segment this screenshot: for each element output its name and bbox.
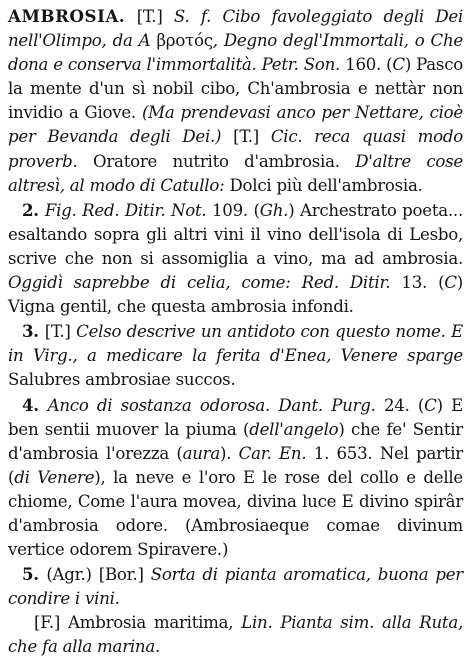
text-run: [T.] <box>136 7 174 26</box>
text-run: Dolci più dell'ambrosia. <box>224 175 423 195</box>
entry-paragraph-2 <box>8 198 463 319</box>
section-number: 5. <box>22 564 47 585</box>
text-run: 1. 653. Nel partir ( <box>8 443 463 487</box>
greek-text: βροτός <box>156 31 213 51</box>
text-run: Oggidì saprebbe di celia, come: Red. Ditir. <box>8 273 391 293</box>
text-run: (Ma prendevasi anco per Nettare, cioè per Bevanda degli Dei.) <box>8 103 463 147</box>
section-number: 4. <box>22 394 48 415</box>
text-run: Gh. <box>259 200 289 220</box>
text-run: C <box>424 395 437 415</box>
text-run: Oratore nutrito d'ambrosia. <box>77 151 356 171</box>
entry-headword: AMBROSIA. <box>8 6 126 26</box>
text-run: Sorta di pianta aromatica, buona per condire i vini. <box>8 565 463 609</box>
text-run: D'altre cose altresì, al modo di Catullo: <box>8 151 463 195</box>
text-run: Anco di sostanza odorosa. Dant. Purg. <box>47 395 376 415</box>
text-run: di Venere <box>14 467 95 487</box>
text-run: ) Vigna gentil, che questa ambrosia infondi. <box>8 273 463 317</box>
text-run: ). <box>220 443 239 463</box>
text-run: ) che fe' Sentir d'ambrosia l'orezza ( <box>8 419 463 463</box>
text-run: Car. En. <box>238 443 307 463</box>
text-run: dell'angelo <box>249 419 339 439</box>
section-number: 2. <box>22 199 45 220</box>
text-run: Celso descrive un antidoto con questo nome. E in Virg., a medicare la ferita d'Enea, Venere sparge <box>8 322 463 366</box>
text-run: [F.] Ambrosia maritima, <box>34 613 242 633</box>
text-run: Lin. Pianta sim. alla Ruta, che fa alla marina. <box>8 613 463 657</box>
text-run: 13. ( <box>390 273 445 293</box>
text-run: 24. ( <box>375 395 425 415</box>
text-run: [T.] <box>44 322 77 342</box>
entry-paragraph-3 <box>8 319 463 392</box>
text-run: C <box>392 55 405 75</box>
paragraph-body <box>8 7 463 195</box>
text-run: 160. ( <box>340 55 393 75</box>
text-run: ) Archestrato poeta... esaltando sopra gli altri vini il vino dell'isola di Lesbo, scrive che non si assomiglia a vino, ma ad ambrosia. <box>8 200 463 268</box>
text-run: , Degno degl'Immortali, o Che dona e conserva l'immortalità. Petr. Son. <box>8 31 463 75</box>
entry-paragraph-4 <box>8 393 463 563</box>
text-run: [T.] <box>221 127 271 147</box>
text-run: ) Pasco la mente d'un sì nobil cibo, Ch'ambrosia e nettàr non invidio a Giove. <box>8 55 463 123</box>
entry-paragraph-6 <box>8 611 463 659</box>
text-run: ) E ben sentii muover la piuma ( <box>8 395 463 439</box>
text-run: Salubres ambrosiae succos. <box>8 370 236 390</box>
text-run: (Agr.) [Bor.] <box>46 565 151 585</box>
text-run: aura <box>182 443 220 463</box>
section-number: 3. <box>22 321 45 342</box>
text-run: Fig. Red. Ditir. Not. <box>44 200 207 220</box>
text-run: 109. ( <box>206 200 260 220</box>
text-run: C <box>444 273 457 293</box>
entry-paragraph-1 <box>8 4 463 198</box>
text-run: Cic. reca quasi modo proverb. <box>8 127 463 171</box>
text-run: ), la neve e l'oro E le rose del collo e delle chiome, Come l'aura movea, divina luce E divino spirâr d'ambrosia odore. (Ambrosiaeque comae divinum vertice odorem Spiravere.) <box>8 467 464 560</box>
text-run: S. f. Cibo favoleggiato degli Dei nell'Olimpo, da A <box>8 7 463 51</box>
entry-paragraph-5 <box>8 562 463 611</box>
